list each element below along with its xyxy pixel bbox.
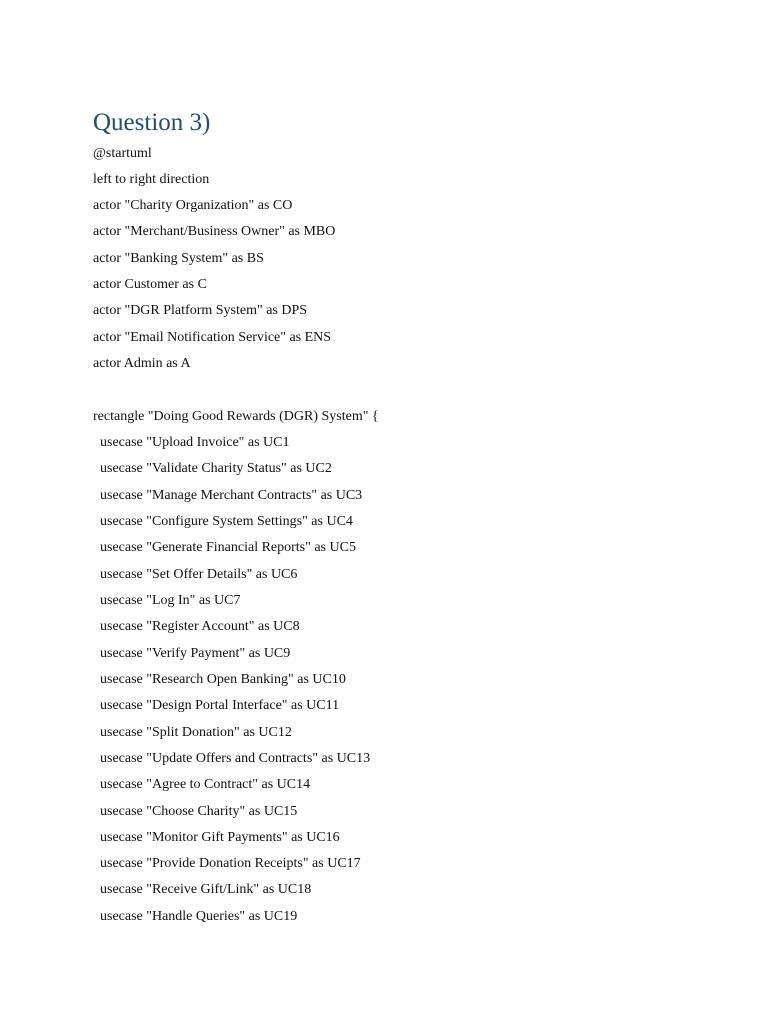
code-line-actor-mbo: actor "Merchant/Business Owner" as MBO bbox=[93, 224, 336, 239]
code-line-usecase: usecase "Generate Financial Reports" as UC5 bbox=[100, 540, 356, 555]
code-line-actor-ens: actor "Email Notification Service" as ENS bbox=[93, 330, 332, 345]
code-line-startuml: @startuml bbox=[93, 146, 152, 161]
code-line-usecase: usecase "Configure System Settings" as UC4 bbox=[100, 514, 353, 529]
code-line-usecase: usecase "Log In" as UC7 bbox=[100, 593, 241, 608]
code-line-actor-c: actor Customer as C bbox=[93, 277, 207, 292]
code-line-usecase: usecase "Verify Payment" as UC9 bbox=[100, 646, 291, 661]
code-line-direction: left to right direction bbox=[93, 172, 210, 187]
code-line-rectangle: rectangle "Doing Good Rewards (DGR) System" { bbox=[93, 409, 379, 424]
code-line-usecase: usecase "Upload Invoice" as UC1 bbox=[100, 435, 290, 450]
code-line-actor-bs: actor "Banking System" as BS bbox=[93, 251, 264, 266]
code-line-usecase: usecase "Validate Charity Status" as UC2 bbox=[100, 461, 332, 476]
code-line-usecase: usecase "Manage Merchant Contracts" as UC3 bbox=[100, 488, 363, 503]
code-line-usecase: usecase "Agree to Contract" as UC14 bbox=[100, 777, 311, 792]
code-line-usecase: usecase "Update Offers and Contracts" as UC13 bbox=[100, 751, 371, 766]
code-line-usecase: usecase "Research Open Banking" as UC10 bbox=[100, 672, 346, 687]
code-line-usecase: usecase "Design Portal Interface" as UC11 bbox=[100, 698, 340, 713]
code-line-usecase: usecase "Monitor Gift Payments" as UC16 bbox=[100, 830, 340, 845]
code-line-usecase: usecase "Set Offer Details" as UC6 bbox=[100, 567, 298, 582]
code-line-usecase: usecase "Split Donation" as UC12 bbox=[100, 725, 292, 740]
question-heading: Question 3) bbox=[93, 109, 211, 136]
code-line-actor-co: actor "Charity Organization" as CO bbox=[93, 198, 293, 213]
code-line-actor-a: actor Admin as A bbox=[93, 356, 191, 371]
code-line-usecase: usecase "Choose Charity" as UC15 bbox=[100, 804, 298, 819]
code-line-usecase: usecase "Handle Queries" as UC19 bbox=[100, 909, 298, 924]
code-line-usecase: usecase "Register Account" as UC8 bbox=[100, 619, 300, 634]
code-line-actor-dps: actor "DGR Platform System" as DPS bbox=[93, 303, 308, 318]
code-line-usecase: usecase "Receive Gift/Link" as UC18 bbox=[100, 882, 312, 897]
code-line-usecase: usecase "Provide Donation Receipts" as UC17 bbox=[100, 856, 361, 871]
